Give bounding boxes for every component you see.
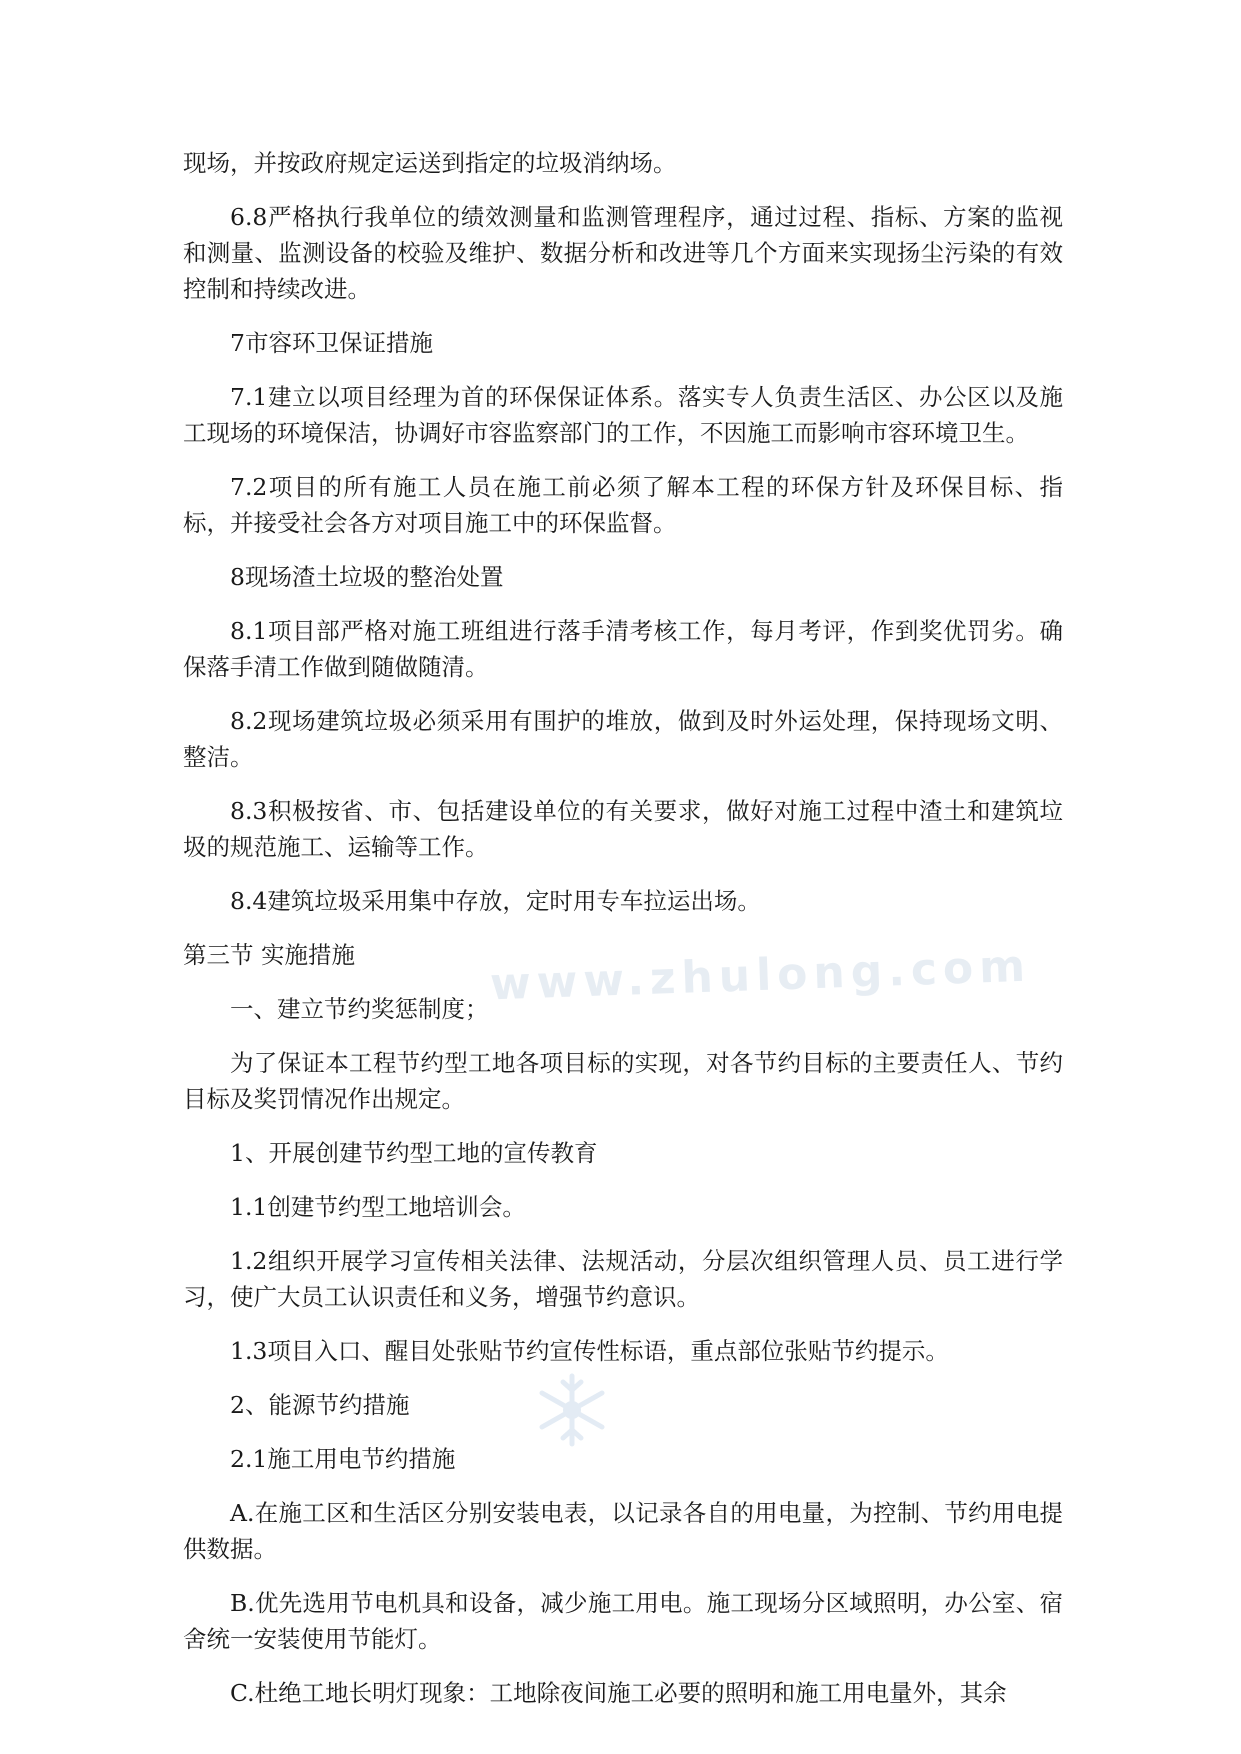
- paragraph: 1.1创建节约型工地培训会。: [230, 1193, 526, 1221]
- paragraph: 8.4建筑垃圾采用集中存放，定时用专车拉运出场。: [230, 887, 761, 915]
- paragraph: A.在施工区和生活区分别安装电表，以记录各自的用电量，为控制、节约用电提供数据。: [183, 1499, 1063, 1563]
- paragraph: 2、能源节约措施: [230, 1391, 410, 1419]
- paragraph: 为了保证本工程节约型工地各项目标的实现，对各节约目标的主要责任人、节约目标及奖罚情况作出规定。: [183, 1049, 1063, 1113]
- paragraph: 现场，并按政府规定运送到指定的垃圾消纳场。: [183, 149, 677, 177]
- paragraph: 6.8严格执行我单位的绩效测量和监测管理程序，通过过程、指标、方案的监视和测量、监测设备的校验及维护、数据分析和改进等几个方面来实现扬尘污染的有效控制和持续改进。: [183, 203, 1063, 303]
- paragraph: 1.3项目入口、醒目处张贴节约宣传性标语，重点部位张贴节约提示。: [230, 1337, 949, 1365]
- paragraph: 7.1建立以项目经理为首的环保保证体系。落实专人负责生活区、办公区以及施工现场的环境保洁，协调好市容监察部门的工作，不因施工而影响市容环境卫生。: [183, 383, 1063, 447]
- paragraph: 8.2现场建筑垃圾必须采用有围护的堆放，做到及时外运处理，保持现场文明、整洁。: [183, 707, 1063, 771]
- paragraph: 第三节 实施措施: [183, 941, 355, 969]
- paragraph: C.杜绝工地长明灯现象：工地除夜间施工必要的照明和施工用电量外，其余: [230, 1679, 1007, 1707]
- paragraph: 2.1施工用电节约措施: [230, 1445, 456, 1473]
- paragraph: B.优先选用节电机具和设备，减少施工用电。施工现场分区域照明，办公室、宿舍统一安装使用节能灯。: [183, 1589, 1063, 1653]
- paragraph: 8现场渣土垃圾的整治处置: [230, 563, 504, 591]
- paragraph: 8.1项目部严格对施工班组进行落手清考核工作，每月考评，作到奖优罚劣。确保落手清工作做到随做随清。: [183, 617, 1063, 681]
- document-body: [183, 145, 1063, 1729]
- paragraph: 1、开展创建节约型工地的宣传教育: [230, 1139, 598, 1167]
- paragraph: 8.3积极按省、市、包括建设单位的有关要求，做好对施工过程中渣土和建筑垃圾的规范施工、运输等工作。: [183, 797, 1063, 861]
- watermark-text: www.zhulong.com: [489, 940, 1032, 1011]
- paragraph: 1.2组织开展学习宣传相关法律、法规活动，分层次组织管理人员、员工进行学习，使广大员工认识责任和义务，增强节约意识。: [183, 1247, 1063, 1311]
- paragraph: 7市容环卫保证措施: [230, 329, 433, 357]
- paragraph: 一、建立节约奖惩制度；: [230, 995, 489, 1023]
- paragraph: 7.2项目的所有施工人员在施工前必须了解本工程的环保方针及环保目标、指标，并接受社会各方对项目施工中的环保监督。: [183, 473, 1063, 537]
